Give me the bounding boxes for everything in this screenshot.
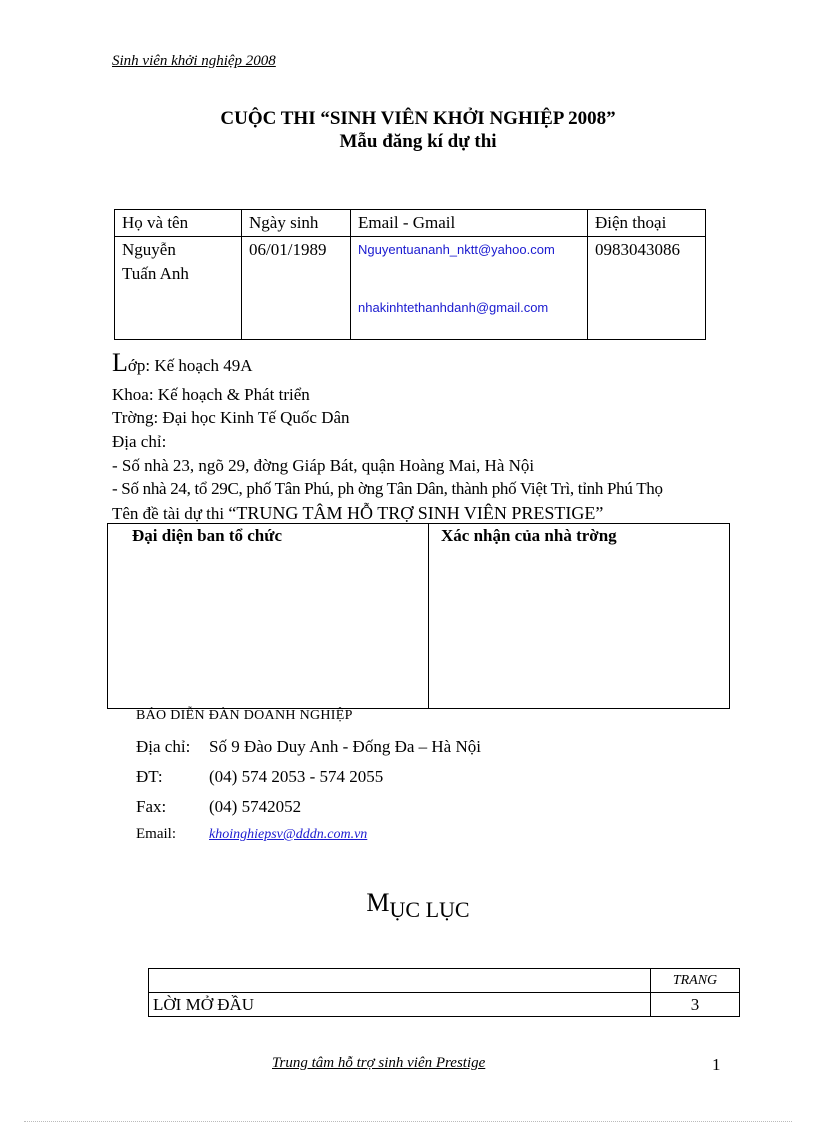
topic-name: “TRUNG TÂM HỖ TRỢ SINH VIÊN PRESTIGE”: [228, 503, 604, 523]
header-name: Họ và tên: [115, 210, 242, 237]
email-gmail[interactable]: nhakinhtethanhdanh@gmail.com: [358, 300, 549, 315]
name-line1: Nguyễn: [122, 240, 176, 259]
contest-title: CUỘC THI “SINH VIÊN KHỞI NGHIỆP 2008”: [220, 108, 616, 129]
toc-entry-label[interactable]: LỜI MỞ ĐẦU: [149, 993, 651, 1017]
toc-title: [0, 888, 816, 924]
topic-label: Tên đề tài dự thi: [112, 504, 229, 523]
class-text: ớp: Kế hoạch 49A: [127, 356, 253, 375]
page-number: 1: [712, 1055, 721, 1074]
signature-table: [107, 523, 730, 709]
running-header: Sinh viên khởi nghiệp 2008: [112, 53, 276, 69]
contact-phone-value: (04) 574 2053 - 574 2055: [209, 767, 384, 786]
contact-email-link[interactable]: khoinghiepsv@dddn.com.vn: [209, 827, 368, 842]
contact-phone: [136, 767, 383, 787]
contact-address: [136, 737, 481, 757]
page-bottom-divider: [24, 1121, 792, 1122]
school-confirmation: Xác nhận của nhà trờng: [429, 524, 730, 709]
table-row: [115, 237, 706, 340]
toc-row[interactable]: [149, 993, 740, 1017]
toc-entry-page: 3: [651, 993, 740, 1017]
cell-name: [115, 237, 242, 340]
registration-table: [114, 209, 706, 340]
toc-page-header: TRANG: [651, 969, 740, 993]
cell-phone: 0983043086: [588, 237, 706, 340]
header-dob: Ngày sinh: [242, 210, 351, 237]
header-phone: Điện thoại: [588, 210, 706, 237]
cell-email: [351, 237, 588, 340]
address-label: Địa chỉ:: [112, 432, 167, 451]
toc-header-blank: [149, 969, 651, 993]
header-email: Email - Gmail: [351, 210, 588, 237]
address-line-1: - Số nhà 23, ngõ 29, đờng Giáp Bát, quận Hoàng Mai, Hà Nội: [112, 456, 535, 475]
newspaper-heading: BÁO DIỄN ĐÀN DOANH NGHIỆP: [136, 708, 353, 723]
form-subtitle: Mẫu đăng kí dự thi: [339, 131, 497, 152]
table-row: [108, 524, 730, 709]
class-initial: L: [112, 348, 128, 377]
toc-header-row: [149, 969, 740, 993]
school-line: Trờng: Đại học Kinh Tế Quốc Dân: [112, 408, 350, 427]
address-line-2: - Số nhà 24, tổ 29C, phố Tân Phú, ph ờng Tân Dân, thành phố Việt Trì, tỉnh Phú Thọ: [112, 479, 663, 498]
contact-address-value: Số 9 Đào Duy Anh - Đống Đa – Hà Nội: [209, 737, 481, 756]
contact-fax-value: (04) 5742052: [209, 797, 302, 816]
contact-email: [136, 826, 367, 843]
email-yahoo[interactable]: Nguyentuananh_nktt@yahoo.com: [358, 242, 555, 257]
class-line: [112, 348, 253, 378]
toc-title-initial: M: [366, 888, 390, 917]
contact-email-label: Email:: [136, 826, 176, 842]
table-header-row: [115, 210, 706, 237]
contact-phone-label: ĐT:: [136, 767, 163, 786]
toc-table: [148, 968, 740, 1017]
name-line2: Tuấn Anh: [122, 264, 189, 283]
organizer-signature: Đại diện ban tổ chức: [108, 524, 429, 709]
contact-address-label: Địa chỉ:: [136, 737, 191, 756]
contact-fax: [136, 797, 301, 817]
faculty-line: Khoa: Kế hoạch & Phát triển: [112, 385, 310, 404]
topic-line: [112, 503, 603, 524]
contact-fax-label: Fax:: [136, 797, 167, 816]
footer-text: Trung tâm hỗ trợ sinh viên Prestige: [272, 1055, 486, 1071]
cell-dob: 06/01/1989: [242, 237, 351, 340]
toc-title-rest: ỤC LỤC: [389, 897, 470, 922]
